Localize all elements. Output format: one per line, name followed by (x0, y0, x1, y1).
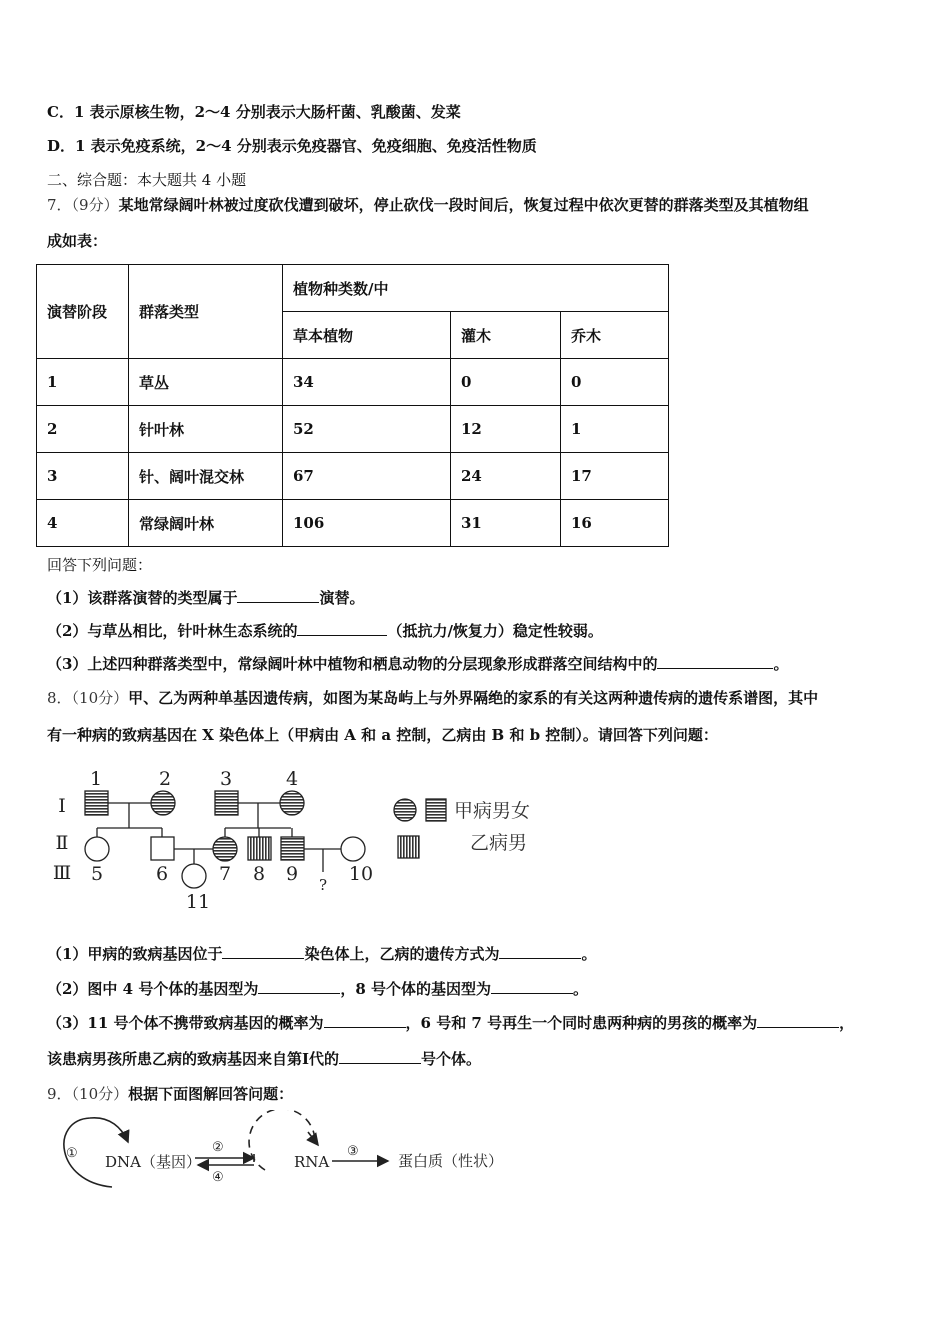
table-cell: 针叶林 (129, 406, 283, 453)
q8-sub2 (47, 979, 588, 998)
q7-text: 某地常绿阔叶林被过度砍伐遭到破坏，停止砍伐一段时间后，恢复过程中依次更替的群落类型及其植物组 (118, 196, 809, 214)
table-cell: 34 (283, 359, 451, 406)
individual-11-normal-female (182, 864, 206, 888)
text: （2）与草丛相比，针叶林生态系统的 (47, 622, 298, 640)
table-cell: 17 (561, 453, 669, 500)
text: （抵抗力/恢复力）稳定性较弱。 (387, 622, 603, 640)
text: 。 (773, 655, 789, 673)
table-cell: 24 (451, 453, 561, 500)
id-label: 1 (89, 768, 103, 790)
text: 染色体上，乙病的遗传方式为 (304, 945, 500, 963)
text: ， (839, 1014, 855, 1032)
legend-label-a: 甲病男女 (454, 800, 531, 822)
text: ，6 号和 7 号再生一个同时患两种病的男孩的概率为 (405, 1014, 758, 1032)
individual-1-affected-male (85, 791, 108, 815)
answer-blank[interactable] (491, 979, 573, 994)
table-cell: 106 (283, 500, 451, 547)
q7-sub1 (47, 588, 364, 607)
text: （3）上述四种群落类型中，常绿阔叶林中植物和栖息动物的分层现象形成群落空间结构中的 (47, 655, 658, 673)
generation-label: Ⅱ (55, 832, 69, 854)
text: （3）11 号个体不携带致病基因的概率为 (47, 1014, 324, 1032)
text: （2）图中 4 号个体的基因型为 (47, 980, 259, 998)
text: 。 (573, 980, 589, 998)
central-dogma-diagram (50, 1110, 520, 1200)
text: 。 (581, 945, 597, 963)
table-cell: 2 (37, 406, 129, 453)
succession-table (36, 264, 669, 547)
answer-blank[interactable] (757, 1013, 839, 1028)
unknown-offspring-label: ? (318, 876, 328, 894)
q9-number: 9．（10分） (47, 1085, 129, 1103)
q7-sub3 (47, 654, 788, 673)
q8-number: 8．（10分） (47, 689, 129, 707)
text: 号个体。 (421, 1050, 482, 1068)
q7-sub2 (47, 621, 603, 640)
individual-2-affected-female (151, 791, 175, 815)
answer-blank[interactable] (339, 1049, 421, 1064)
header-tree: 乔木 (561, 312, 669, 359)
generation-label: Ⅰ (58, 795, 66, 817)
generation-label: Ⅲ (52, 862, 72, 884)
header-shrub: 灌木 (451, 312, 561, 359)
id-label: 10 (348, 863, 374, 885)
individual-5-normal-female (85, 837, 109, 861)
table-row (37, 359, 669, 406)
table-cell: 16 (561, 500, 669, 547)
header-species: 植物种类数/中 (283, 265, 669, 312)
table-row (37, 406, 669, 453)
id-label: 6 (155, 863, 169, 885)
step-2-label: ② (212, 1140, 224, 1155)
individual-9-affected-male (281, 837, 304, 860)
step-1-label: ① (66, 1146, 78, 1161)
text: 该患病男孩所患乙病的致病基因来自第Ⅰ代的 (47, 1050, 340, 1068)
individual-6-normal-male (151, 837, 174, 860)
option-d: D．1 表示免疫系统，2～4 分别表示免疫器官、免疫细胞、免疫活性物质 (47, 137, 537, 155)
id-label: 4 (285, 768, 299, 790)
text: 演替。 (319, 589, 365, 607)
table-cell: 12 (451, 406, 561, 453)
answer-blank[interactable] (237, 588, 319, 603)
id-label: 8 (252, 863, 266, 885)
q8-stem-2: 有一种病的致病基因在 X 染色体上（甲病由 A 和 a 控制，乙病由 B 和 b 控制）。请回答下列问题： (47, 726, 718, 744)
individual-3-affected-male (215, 791, 238, 815)
table-cell: 31 (451, 500, 561, 547)
q8-text: 甲、乙为两种单基因遗传病，如图为某岛屿上与外界隔绝的家系的有关这两种遗传病的遗传系谱图，其中 (128, 689, 819, 707)
legend-male-b-icon (398, 836, 419, 858)
table-cell: 针、阔叶混交林 (129, 453, 283, 500)
option-c: C．1 表示原核生物，2～4 分别表示大肠杆菌、乳酸菌、发菜 (47, 103, 461, 121)
q8-sub3 (47, 1013, 854, 1032)
table-cell: 1 (37, 359, 129, 406)
answer-blank[interactable] (657, 654, 773, 669)
table-cell: 52 (283, 406, 451, 453)
text: ，8 号个体的基因型为 (340, 980, 491, 998)
header-herb: 草本植物 (283, 312, 451, 359)
step-3-label: ③ (347, 1144, 359, 1159)
step-4-label: ④ (212, 1170, 224, 1185)
q7-stem-2: 成如表： (47, 232, 108, 250)
header-type: 群落类型 (129, 265, 283, 359)
text: （1）甲病的致病基因位于 (47, 945, 223, 963)
id-label: 7 (218, 863, 232, 885)
q7-prompt: 回答下列问题： (47, 556, 153, 574)
individual-4-affected-female (280, 791, 304, 815)
table-cell: 67 (283, 453, 451, 500)
q8-stem-1 (47, 689, 818, 707)
table-row (37, 500, 669, 547)
table-cell: 1 (561, 406, 669, 453)
q8-sub3-cont (47, 1049, 481, 1068)
legend-label-b: 乙病男 (470, 832, 528, 854)
id-label: 2 (158, 768, 172, 790)
table-cell: 0 (561, 359, 669, 406)
q7-number: 7．（9分） (47, 196, 119, 214)
q7-stem-1 (47, 196, 809, 214)
answer-blank[interactable] (222, 944, 304, 959)
individual-10-normal-female (341, 837, 365, 861)
legend-male-a-icon (426, 799, 446, 821)
q9-text: 根据下面图解回答问题： (128, 1085, 294, 1103)
text: （1）该群落演替的类型属于 (47, 589, 238, 607)
answer-blank[interactable] (258, 979, 340, 994)
legend-female-a-icon (394, 799, 416, 821)
id-label: 5 (90, 863, 104, 885)
answer-blank[interactable] (324, 1013, 406, 1028)
answer-blank[interactable] (297, 621, 387, 636)
id-label: 3 (219, 768, 233, 790)
pedigree-chart (40, 760, 580, 920)
table-cell: 4 (37, 500, 129, 547)
dna-label: DNA（基因） (105, 1153, 201, 1171)
q8-sub1 (47, 944, 596, 963)
rna-label: RNA (294, 1153, 330, 1171)
section-heading: 二、综合题：本大题共 4 小题 (47, 171, 247, 189)
table-cell: 草丛 (129, 359, 283, 406)
id-label: 9 (285, 863, 299, 885)
q9-stem (47, 1085, 293, 1103)
answer-blank[interactable] (499, 944, 581, 959)
protein-label: 蛋白质（性状） (398, 1152, 504, 1170)
id-label: 11 (185, 891, 211, 913)
table-cell: 3 (37, 453, 129, 500)
table-cell: 0 (451, 359, 561, 406)
table-cell: 常绿阔叶林 (129, 500, 283, 547)
table-row (37, 453, 669, 500)
header-stage: 演替阶段 (37, 265, 129, 359)
individual-8-disease-b-male (248, 837, 271, 860)
individual-7-affected-female (213, 837, 237, 861)
